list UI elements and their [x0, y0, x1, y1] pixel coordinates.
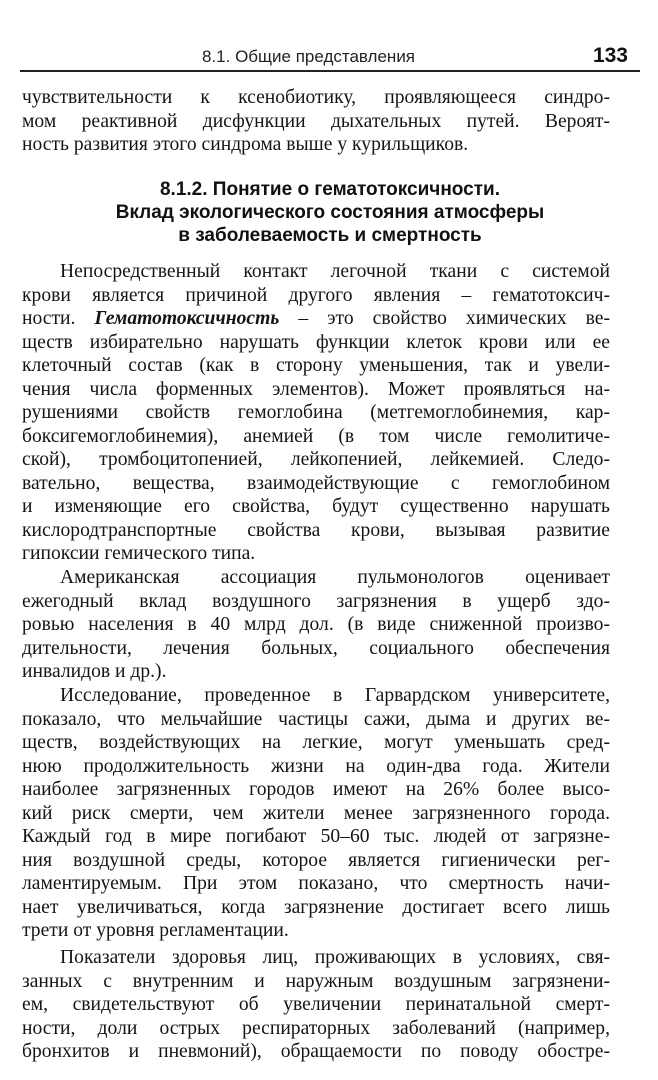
text-line: показало, что мельчайшие частицы сажи, дыма и других ве- — [22, 708, 610, 730]
text-line: Каждый год в мире погибают 50–60 тыс. людей от загрязне- — [22, 826, 610, 847]
page-number: 133 — [592, 44, 628, 67]
text-line: клеточный состав (как в сторону уменьшения, так и увели- — [22, 355, 610, 376]
running-title: 8.1. Общие представления — [202, 47, 416, 66]
text-line: Показатели здоровья лиц, проживающих в условиях, свя- — [60, 947, 610, 968]
text-line: дительности, лечения больных, социального обеспечения — [22, 637, 610, 659]
text-line: ности, доли острых респираторных заболеваний (например, — [22, 1017, 610, 1039]
text-line: и изменяющие его свойства, будут существенно нарушать — [22, 496, 610, 517]
text-line: ществ, воздействующих на легкие, могут уменьшать сред- — [22, 732, 610, 753]
text-line: ем, свидетельствуют об увеличении перинатальной смерт- — [22, 994, 610, 1015]
section-heading — [60, 178, 600, 247]
text-line: вательно, вещества, взаимодействующие с гемоглобином — [22, 472, 610, 494]
text-line: ламентируемым. При этом показано, что смертность начи- — [22, 873, 610, 894]
text-line: ществ избирательно нарушать функции клеток крови или ее — [22, 331, 610, 353]
text-line: ской), тромбоцитопенией, лейкопенией, лейкемией. Следо- — [22, 449, 610, 470]
text-line: занных с внутренним и наружным воздушным загрязнени- — [22, 970, 610, 992]
defined-term: Гематотоксичность — [94, 308, 280, 329]
text-line: кий риск смерти, чем жители менее загрязненного города. — [22, 802, 610, 824]
heading-line: Вклад экологического состояния атмосферы — [115, 202, 545, 223]
text-line: Непосредственный контакт легочной ткани с системой — [60, 261, 610, 282]
line-start: ности. — [22, 308, 95, 329]
text-line: ния воздушной среды, которое является гигиенически рег- — [22, 849, 610, 871]
paragraph-harvard-study — [22, 684, 610, 943]
intro-paragraph — [22, 86, 610, 157]
text-line: бронхитов и пневмоний), обращаемости по поводу обостре- — [22, 1041, 610, 1062]
text-line: Американская ассоциация пульмонологов оценивает — [60, 567, 610, 588]
text-line: нает увеличиваться, когда загрязнение достигает всего лишь — [22, 896, 610, 918]
header-rule — [20, 70, 640, 72]
text-line: ежегодный вклад воздушного загрязнения в ущерб здо- — [22, 590, 610, 612]
paragraph-health-indicators — [22, 946, 610, 1064]
line-end: – это свойство химических ве- — [279, 308, 610, 329]
text-line: мом реактивной дисфункции дыхательных путей. Вероят- — [22, 110, 610, 132]
text-line: трети от уровня регламентации. — [22, 920, 289, 941]
text-line: наиболее загрязненных городов имеют на 26% более высо- — [22, 779, 610, 800]
text-line: ность развития этого синдрома выше у курильщиков. — [22, 134, 469, 155]
text-line: Исследование, проведенное в Гарвардском университете, — [60, 685, 610, 706]
text-line: ровью населения в 40 млрд дол. (в виде сниженной произво- — [22, 614, 610, 635]
text-line: чувствительности к ксенобиотику, проявляющееся синдро- — [22, 87, 610, 108]
text-line: кислородтранспортные свойства крови, вызывая развитие — [22, 519, 610, 541]
paragraph-hematotoxicity — [22, 260, 610, 566]
text-line: нюю продолжительность жизни на один-два года. Жители — [22, 755, 610, 777]
text-line: гипоксии гемического типа. — [22, 543, 256, 564]
text-line: боксигемоглобинемия), анемией (в том числе гемолитиче- — [22, 425, 610, 447]
heading-line: 8.1.2. Понятие о гематотоксичности. — [159, 179, 500, 200]
text-line: крови является причиной другого явления – гематотоксич- — [22, 284, 610, 306]
text-line: рушениями свойств гемоглобина (метгемоглобинемия, кар- — [22, 402, 610, 423]
text-line: инвалидов и др.). — [22, 661, 167, 682]
text-line-with-term — [22, 307, 610, 331]
paragraph-pulmonologists — [22, 566, 610, 684]
text-line: чения числа форменных элементов). Может проявляться на- — [22, 378, 610, 400]
running-header — [20, 44, 640, 72]
heading-line: в заболеваемость и смертность — [178, 225, 482, 246]
